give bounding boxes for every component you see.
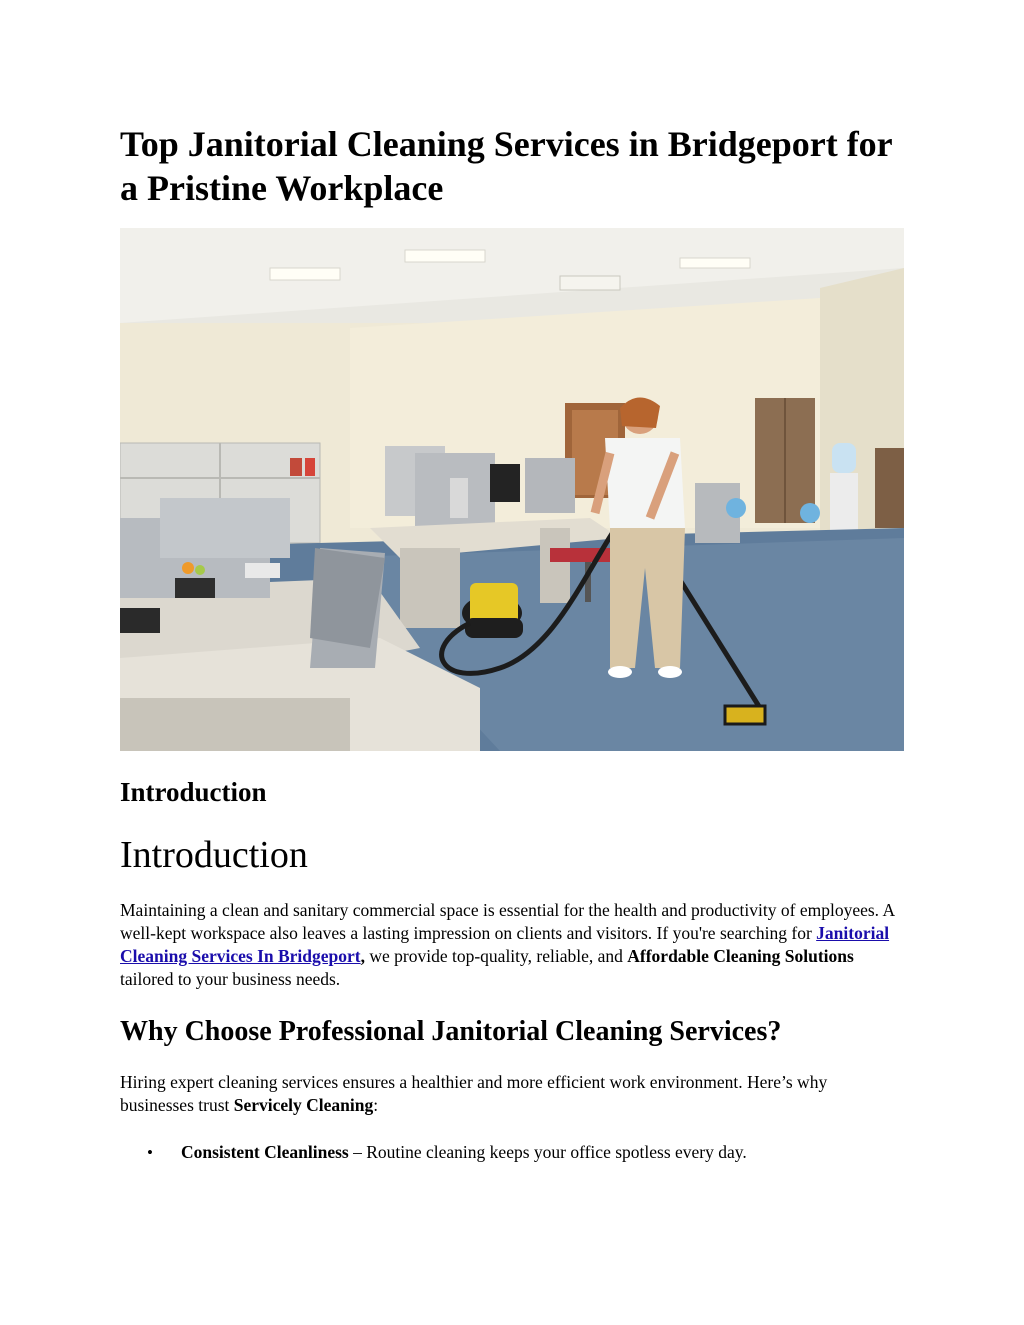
why-paragraph xyxy=(120,1071,905,1117)
benefits-list xyxy=(120,1141,905,1164)
bullet-icon: • xyxy=(147,1143,153,1162)
intro-text-middle: we provide top-quality, reliable, and xyxy=(365,946,628,966)
affordable-solutions-emphasis: Affordable Cleaning Solutions xyxy=(627,946,854,966)
why-choose-heading: Why Choose Professional Janitorial Cleaning Services? xyxy=(120,1016,782,1047)
intro-comma: , xyxy=(360,946,365,966)
intro-heading: Introduction xyxy=(120,834,308,876)
brand-name: Servicely Cleaning xyxy=(233,1095,374,1115)
intro-paragraph xyxy=(120,899,905,991)
benefit-description: – Routine cleaning keeps your office spotless every day. xyxy=(348,1142,747,1162)
page-title: Top Janitorial Cleaning Services in Bridgeport for a Pristine Workplace xyxy=(120,124,893,208)
intro-subheading: Introduction xyxy=(120,777,267,807)
janitorial-services-link[interactable]: Janitorial Cleaning Services In Bridgeport xyxy=(120,923,890,966)
benefit-label: Consistent Cleanliness xyxy=(181,1142,349,1162)
why-text-start: Hiring expert cleaning services ensures a healthier and more efficient work environment. Here’s why businesses trust xyxy=(120,1072,828,1115)
office-cleaning-photo xyxy=(120,228,904,751)
intro-text-end: tailored to your business needs. xyxy=(120,969,341,989)
list-item xyxy=(120,1141,905,1164)
why-text-end: : xyxy=(373,1095,379,1115)
intro-text-start: Maintaining a clean and sanitary commercial space is essential for the health and productivity of employees. A well-kept workspace also leaves a lasting impression on clients and visitors. If you're searching for xyxy=(120,900,895,943)
